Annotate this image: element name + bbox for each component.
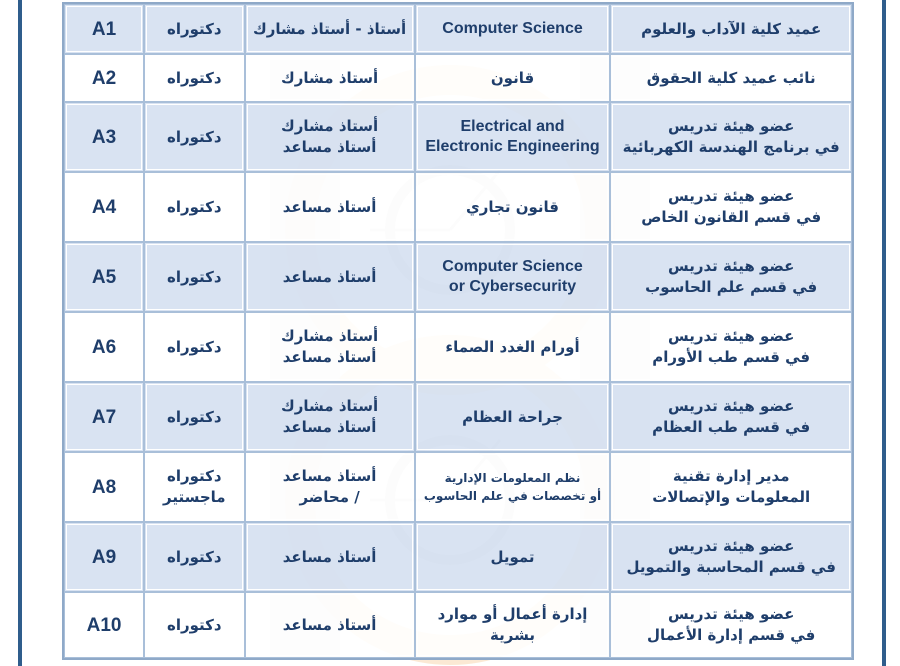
position-cell: عميد كلية الآداب والعلوم (610, 4, 852, 54)
job-code: A2 (64, 54, 144, 102)
rank-cell: أستاذ مساعد (245, 242, 415, 312)
job-code: A9 (64, 522, 144, 592)
job-code: A7 (64, 382, 144, 452)
rank-cell: أستاذ مساعد (245, 522, 415, 592)
position-cell: عضو هيئة تدريس في برنامج الهندسة الكهربائية (610, 102, 852, 172)
table-row (64, 312, 852, 382)
specialization-cell: جراحة العظام (415, 382, 611, 452)
specialization-cell: Computer Science or Cybersecurity (415, 242, 611, 312)
rank-cell: أستاذ مساعد (245, 592, 415, 658)
specialization-cell: Electrical and Electronic Engineering (415, 102, 611, 172)
degree-cell: دكتوراه (144, 102, 244, 172)
degree-cell: دكتوراه (144, 592, 244, 658)
job-code: A8 (64, 452, 144, 522)
table-row (64, 102, 852, 172)
rank-cell: أستاذ مساعد (245, 172, 415, 242)
rank-cell: أستاذ مشارك أستاذ مساعد (245, 382, 415, 452)
job-code: A4 (64, 172, 144, 242)
degree-cell: دكتوراه (144, 54, 244, 102)
table-row (64, 452, 852, 522)
specialization-cell: قانون (415, 54, 611, 102)
degree-cell: دكتوراه (144, 172, 244, 242)
table-row (64, 54, 852, 102)
table-row (64, 4, 852, 54)
table-row (64, 382, 852, 452)
job-code: A6 (64, 312, 144, 382)
rank-cell: أستاذ مشارك أستاذ مساعد (245, 312, 415, 382)
rank-cell: أستاذ مساعد / محاضر (245, 452, 415, 522)
specialization-cell: قانون تجاري (415, 172, 611, 242)
degree-cell: دكتوراه (144, 382, 244, 452)
table-row (64, 172, 852, 242)
degree-cell: دكتوراه (144, 312, 244, 382)
position-cell: عضو هيئة تدريس في قسم طب العظام (610, 382, 852, 452)
specialization-cell: أورام الغدد الصماء (415, 312, 611, 382)
specialization-cell: تمويل (415, 522, 611, 592)
position-cell: نائب عميد كلية الحقوق (610, 54, 852, 102)
job-code: A1 (64, 4, 144, 54)
job-code: A3 (64, 102, 144, 172)
rank-cell: أستاذ مشارك (245, 54, 415, 102)
table-row (64, 242, 852, 312)
job-listings-table (62, 2, 854, 660)
job-code: A5 (64, 242, 144, 312)
rank-cell: أستاذ - أستاذ مشارك (245, 4, 415, 54)
degree-cell: دكتوراه (144, 4, 244, 54)
job-code: A10 (64, 592, 144, 658)
table-row (64, 592, 852, 658)
position-cell: عضو هيئة تدريس في قسم طب الأورام (610, 312, 852, 382)
degree-cell: دكتوراه (144, 522, 244, 592)
degree-cell: دكتوراه ماجستير (144, 452, 244, 522)
rank-cell: أستاذ مشارك أستاذ مساعد (245, 102, 415, 172)
degree-cell: دكتوراه (144, 242, 244, 312)
position-cell: مدير إدارة تقنية المعلومات والإتصالات (610, 452, 852, 522)
specialization-cell: Computer Science (415, 4, 611, 54)
specialization-cell: نظم المعلومات الإدارية أو تخصصات في علم الحاسوب (415, 452, 611, 522)
position-cell: عضو هيئة تدريس في قسم المحاسبة والتمويل (610, 522, 852, 592)
table-row (64, 522, 852, 592)
page-frame-left (18, 0, 22, 666)
position-cell: عضو هيئة تدريس في قسم علم الحاسوب (610, 242, 852, 312)
page-frame-right (882, 0, 886, 666)
position-cell: عضو هيئة تدريس في قسم إدارة الأعمال (610, 592, 852, 658)
position-cell: عضو هيئة تدريس في قسم القانون الخاص (610, 172, 852, 242)
specialization-cell: إدارة أعمال أو موارد بشرية (415, 592, 611, 658)
